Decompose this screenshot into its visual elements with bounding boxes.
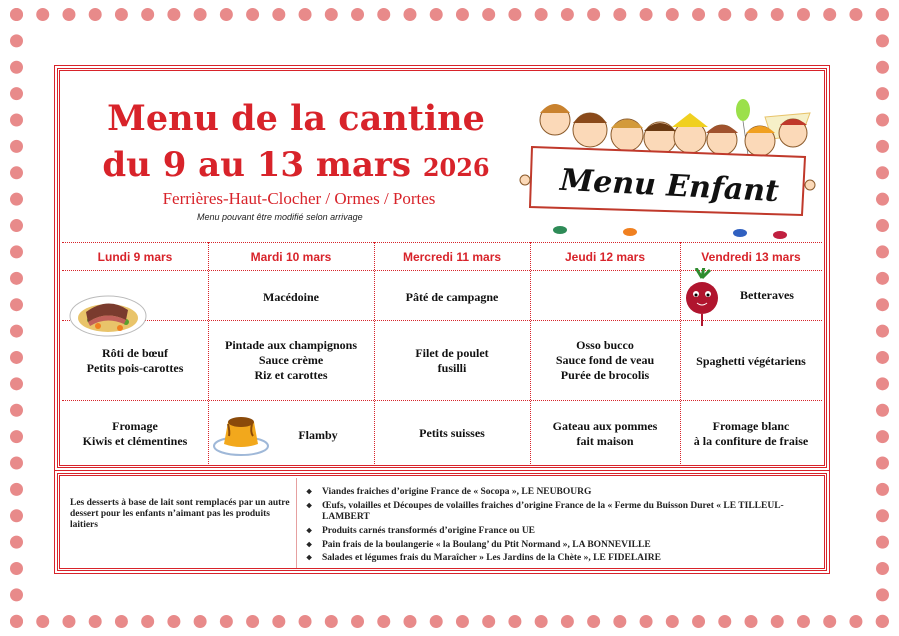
main-monday <box>62 346 208 376</box>
supplier-list <box>306 487 821 567</box>
day-header-monday: Lundi 9 mars <box>97 250 173 264</box>
grid-line <box>62 242 822 243</box>
supplier-item: ❖ Œufs, volailles et Découpes de volailles fraiches d’origine France de la « Ferme du Buisson Duret « LE TILLEUL-LAMBERT <box>306 501 821 524</box>
main-thursday <box>530 338 680 383</box>
date-range-year: 2026 <box>422 153 490 182</box>
main-tuesday-line: Sauce crème <box>258 353 324 367</box>
main-thursday-line: Sauce fond de veau <box>555 353 655 367</box>
day-header-friday: Vendredi 13 mars <box>701 250 801 264</box>
main-thursday-line: Purée de brocolis <box>560 368 650 382</box>
dessert-thursday-line: Gateau aux pommes <box>552 419 658 433</box>
dessert-replacement-note: Les desserts à base de lait sont remplacés par un autre dessert pour les enfants n’aimant pas les produits laitiers <box>70 498 290 530</box>
supplier-item: ❖ Viandes fraiches d’origine France de « Socopa », LE NEUBOURG <box>306 487 821 499</box>
day-header-wednesday: Mercredi 11 mars <box>402 250 502 264</box>
date-range-main: du 9 au 13 mars <box>102 145 411 185</box>
menu-table <box>62 242 822 464</box>
dessert-monday <box>62 419 208 449</box>
dessert-monday-line: Fromage <box>112 419 158 433</box>
main-monday-line: Rôti de bœuf <box>101 346 168 360</box>
day-header-tuesday: Mardi 10 mars <box>250 250 332 264</box>
main-friday-line: Spaghetti végétariens <box>696 354 806 368</box>
supplier-item: ❖ Pain frais de la boulangerie « la Boulang’ du Ptit Normand », LA BONNEVILLE <box>306 540 821 552</box>
date-range <box>100 145 492 185</box>
supplier-item: ❖ Produits carnés transformés d’origine France ou UE <box>306 526 821 538</box>
info-divider <box>296 478 297 568</box>
dessert-friday-line: à la confiture de fraise <box>693 434 809 448</box>
main-thursday-line: Osso bucco <box>576 338 634 352</box>
dessert-thursday <box>530 419 680 449</box>
dessert-tuesday-line: Flamby <box>298 428 338 442</box>
dessert-tuesday <box>262 428 374 443</box>
dessert-friday-line: Fromage blanc <box>712 419 790 433</box>
logo-text: Menu Enfant <box>559 162 780 210</box>
dessert-monday-line: Kiwis et clémentines <box>82 434 188 448</box>
starter-wednesday: Pâté de campagne <box>405 290 499 304</box>
roast-beef-image <box>68 290 148 338</box>
main-wednesday <box>374 346 530 376</box>
main-tuesday-line: Riz et carottes <box>254 368 328 382</box>
kids-illustration <box>510 95 820 245</box>
day-header-thursday: Jeudi 12 mars <box>564 250 646 264</box>
page-title: Menu de la cantine <box>107 98 485 139</box>
starter-friday: Betteraves <box>740 288 794 302</box>
supplier-item: ❖ Salades et légumes frais du Maraîcher » Les Jardins de la Chète », LE FIDELAIRE <box>306 553 821 565</box>
main-wednesday-line: fusilli <box>437 361 467 375</box>
starter-tuesday: Macédoine <box>263 290 319 304</box>
main-friday <box>680 354 822 369</box>
main-monday-line: Petits pois-carottes <box>86 361 184 375</box>
modification-note: Menu pouvant être modifié selon arrivage <box>197 212 363 222</box>
dessert-wednesday-line: Petits suisses <box>419 426 485 440</box>
towns: Ferrières-Haut-Clocher / Ormes / Portes <box>162 189 436 208</box>
dessert-thursday-line: fait maison <box>576 434 634 448</box>
main-tuesday-line: Pintade aux champignons <box>224 338 358 352</box>
main-wednesday-line: Filet de poulet <box>415 346 489 360</box>
grid-line <box>62 400 822 401</box>
dessert-wednesday <box>374 426 530 441</box>
dessert-friday <box>680 419 822 449</box>
main-tuesday <box>208 338 374 383</box>
